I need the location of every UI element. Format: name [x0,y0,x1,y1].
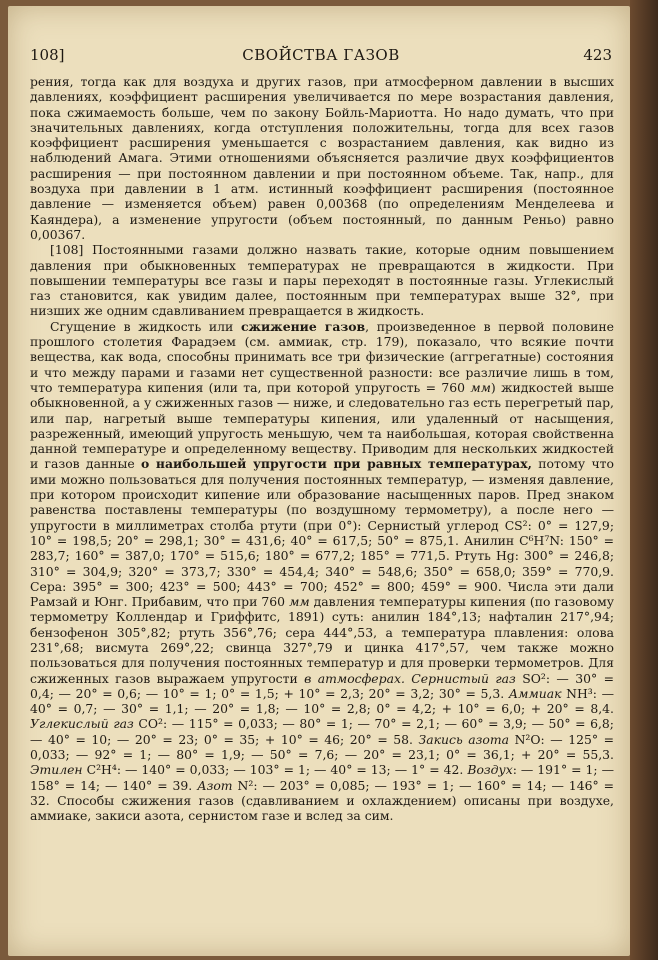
paragraph-2: [108] Постоянными газами должно назвать такие, которые одним повышением давления при обыкновенных температурах не превращаются в жидкости. При повышении температуры все газы и пары переходят в постоянные газы. Углекислый газ становится, как увидим далее, постоянным при температурах выше 32°, при низших же одним сдавливанием превращается в жидкость. [30,242,614,319]
page-header [30,46,612,66]
running-title: СВОЙСТВА ГАЗОВ [242,46,400,64]
book-spine [630,0,658,960]
page-body-text [30,74,614,824]
page-number: 423 [583,46,612,64]
paragraph-1: рения, тогда как для воздуха и других газов, при атмосферном давлении в высших давлениях, коэффициент расширения увеличивается по мере возрастания давления, пока сжимаемость больше, чем по закону Бойль-Мариотта. Но надо думать, что при значительных давлениях, когда отступления положительны, тогда для всех газов коэффициент расширения уменьшается с возрастанием давления, как видно из наблюдений Амага. Этими отношениями объясняется различие двух коэффициентов расширения — при постоянном давлении и при постоянном объеме. Так, напр., для воздуха при давлении в 1 атм. истинный коэффициент расширения (постоянное давление — изменяется объем) равен 0,00368 (по определениям Менделеева и Каяндера), а изменение упругости (объем постоянный, по данным Реньо) равно 0,00367. [30,74,614,242]
section-number: 108] [30,46,65,64]
paragraph-3: Сгущение в жидкость или сжижение газов, произведенное в первой половине прошлого столетия Фарадэем (см. аммиак, стр. 179), показало, что всякие почти вещества, как вода, способны принимать все три физические (аггрегатные) состояния и что между парами и газами нет существенной разности: все различие лишь в том, что температура кипения (или та, при которой упругость = 760 мм) жидкостей выше обыкновенной, а у сжиженных газов — ниже, и следовательно газ есть перегретый пар, или пар, нагретый выше температуры кипения, или удаленный от насыщения, разреженный, имеющий упругость меньшую, чем та наибольшая, которая свойственна данной температуре и определенному веществу. Приводим для нескольких жидкостей и газов данные о наибольшей упругости при равных температурах, потому что ими можно пользоваться для получения постоянных температур, — изменяя давление, при котором происходит кипение или образование насыщенных паров. Пред знаком равенства поставлены температуры (по воздушному термометру), а после него — упругости в миллиметрах столба ртути (при 0°): Сернистый углерод CS²: 0° = 127,9; 10° = 198,5; 20° = 298,1; 30° = 431,6; 40° = 617,5; 50° = 875,1. Анилин C⁶H⁷N: 150° = 283,7; 160° = 387,0; 170° = 515,6; 180° = 677,2; 185° = 771,5. Ртуть Hg: 300° = 246,8; 310° = 304,9; 320° = 373,7; 330° = 454,4; 340° = 548,6; 350° = 658,0; 359° = 770,9. Сера: 395° = 300; 423° = 500; 443° = 700; 452° = 800; 459° = 900. Числа эти дали Рамзай и Юнг. Прибавим, что при 760 мм давления температуры кипения (по газовому термометру Коллендар и Гриффитс, 1891) суть: анилин 184°,13; нафталин 217°,94; бензофенон 305°,82; ртуть 356°,76; сера 444°,53, а температура плавления: олова 231°,68; висмута 269°,22; свинца 327°,79 и цинка 417°,57, чем также можно пользоваться для получения постоянных температур и для проверки термометров. Для сжиженных газов выражаем упругости в атмосферах. Сернистый газ SO²: — 30° = 0,4; — 20° = 0,6; — 10° = 1; 0° = 1,5; + 10° = 2,3; 20° = 3,2; 30° = 5,3. Аммиак NH³: — 40° = 0,7; — 30° = 1,1; — 20° = 1,8; — 10° = 2,8; 0° = 4,2; + 10° = 6,0; + 20° = 8,4. Углекислый газ CO²: — 115° = 0,033; — 80° = 1; — 70° = 2,1; — 60° = 3,9; — 50° = 6,8; — 40° = 10; — 20° = 23; 0° = 35; + 10° = 46; 20° = 58. Закись азота N²O: — 125° = 0,033; — 92° = 1; — 80° = 1,9; — 50° = 7,6; — 20° = 23,1; 0° = 36,1; + 20° = 55,3. Этилен C²H⁴: — 140° = 0,033; — 103° = 1; — 40° = 13; — 1° = 42. Воздух: — 191° = 1; — 158° = 14; — 140° = 39. Азот N²: — 203° = 0,085; — 193° = 1; — 160° = 14; — 146° = 32. Способы сжижения газов (сдавливанием и охлаждением) описаны при воздухе, аммиаке, закиси азота, сернистом газе и вслед за сим. [30,318,615,824]
